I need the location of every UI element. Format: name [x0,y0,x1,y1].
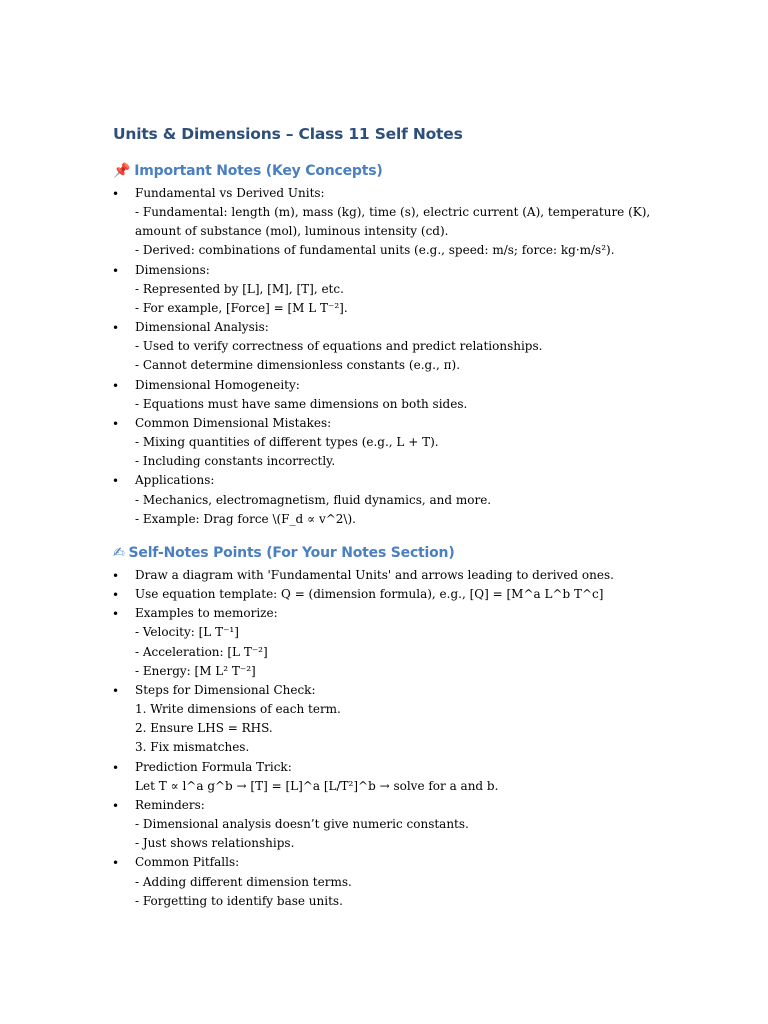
list-item-heading: Common Pitfalls: [135,855,240,870]
list-item [0,853,635,910]
list-item-line: amount of substance (mol), luminous intensity (cd). [135,224,449,239]
bullet-icon: • [112,588,120,603]
list-item-line: - Adding different dimension terms. [135,874,352,889]
document-title: Units & Dimensions – Class 11 Self Notes [113,125,463,143]
list-item [0,796,635,853]
list-item [0,376,635,414]
list-item-line: - For example, [Force] = [M L T⁻²]. [135,300,348,315]
section-heading-text: Important Notes (Key Concepts) [134,163,383,179]
list-item [0,414,635,471]
bullet-icon: • [112,416,120,431]
bullet-icon: • [112,856,120,871]
list-item-heading: Steps for Dimensional Check: [135,682,316,697]
list-item-line: - Fundamental: length (m), mass (kg), time (s), electric current (A), temperature (K), [135,205,651,220]
list-item-line: - Just shows relationships. [135,836,295,851]
list-item-heading: Examples to memorize: [135,606,278,621]
list-item-line: Let T ∝ l^a g^b → [T] = [L]^a [L/T²]^b → solve for a and b. [135,778,499,793]
list-item-heading: Fundamental vs Derived Units: [135,186,325,200]
bullet-icon: • [112,760,120,775]
list-item [0,261,635,318]
list-item-line: 3. Fix mismatches. [135,740,250,755]
bullet-icon: • [112,607,120,622]
section-heading-text: Self-Notes Points (For Your Notes Section) [128,545,455,561]
list-item [0,604,635,681]
bullet-icon: • [112,321,120,336]
list-item-line: - Mixing quantities of different types (e.g., L + T). [135,435,439,450]
bullet-icon: • [112,263,120,278]
list-item-line: - Energy: [M L² T⁻²] [135,663,256,678]
bullet-icon: • [112,378,120,393]
list-item-line: - Dimensional analysis doesn’t give numeric constants. [135,817,469,832]
list-item-heading: Dimensional Homogeneity: [135,377,300,392]
list-item-line: - Velocity: [L T⁻¹] [135,625,239,640]
list-item-line: - Acceleration: [L T⁻²] [135,644,268,659]
list-item [0,758,635,796]
list-item-heading: Dimensions: [135,262,210,277]
notes-list [0,184,768,529]
list-item-line: - Equations must have same dimensions on both sides. [135,396,468,411]
section-heading [113,161,383,181]
list-item-heading: Prediction Formula Trick: [135,759,292,774]
list-item [0,318,635,375]
pushpin-icon: 📌 [113,163,131,179]
list-item [0,585,635,604]
list-item-line: - Including constants incorrectly. [135,454,336,469]
bullet-icon: • [112,798,120,813]
bullet-icon: • [112,187,120,201]
list-item-heading: Reminders: [135,797,205,812]
list-item [0,184,651,261]
list-item-heading: Dimensional Analysis: [135,320,269,335]
list-item-heading: Applications: [135,473,215,488]
list-item [0,471,635,528]
writing-hand-icon: ✍ [113,545,125,561]
list-item-line: - Mechanics, electromagnetism, fluid dynamics, and more. [135,492,492,507]
list-item-line: - Example: Drag force \(F_d ∝ v^2\). [135,511,356,526]
list-item-line: 2. Ensure LHS = RHS. [135,721,273,736]
bullet-icon: • [112,683,120,698]
bullet-icon: • [112,569,120,583]
notes-list [0,566,768,911]
list-item-line: - Represented by [L], [M], [T], etc. [135,281,344,296]
section-heading [113,543,455,563]
list-item-heading: Use equation template: Q = (dimension formula), e.g., [Q] = [M^a L^b T^c] [135,587,604,602]
list-item [0,681,635,758]
bullet-icon: • [112,474,120,489]
list-item-line: - Cannot determine dimensionless constants (e.g., π). [135,358,461,373]
list-item-line: - Forgetting to identify base units. [135,893,343,908]
list-item-heading: Draw a diagram with 'Fundamental Units' and arrows leading to derived ones. [135,568,614,582]
list-item-heading: Common Dimensional Mistakes: [135,415,332,430]
list-item-line: - Used to verify correctness of equations and predict relationships. [135,339,543,354]
list-item-line: - Derived: combinations of fundamental units (e.g., speed: m/s; force: kg·m/s²). [135,243,615,258]
list-item-line: 1. Write dimensions of each term. [135,702,341,717]
list-item [0,566,635,585]
